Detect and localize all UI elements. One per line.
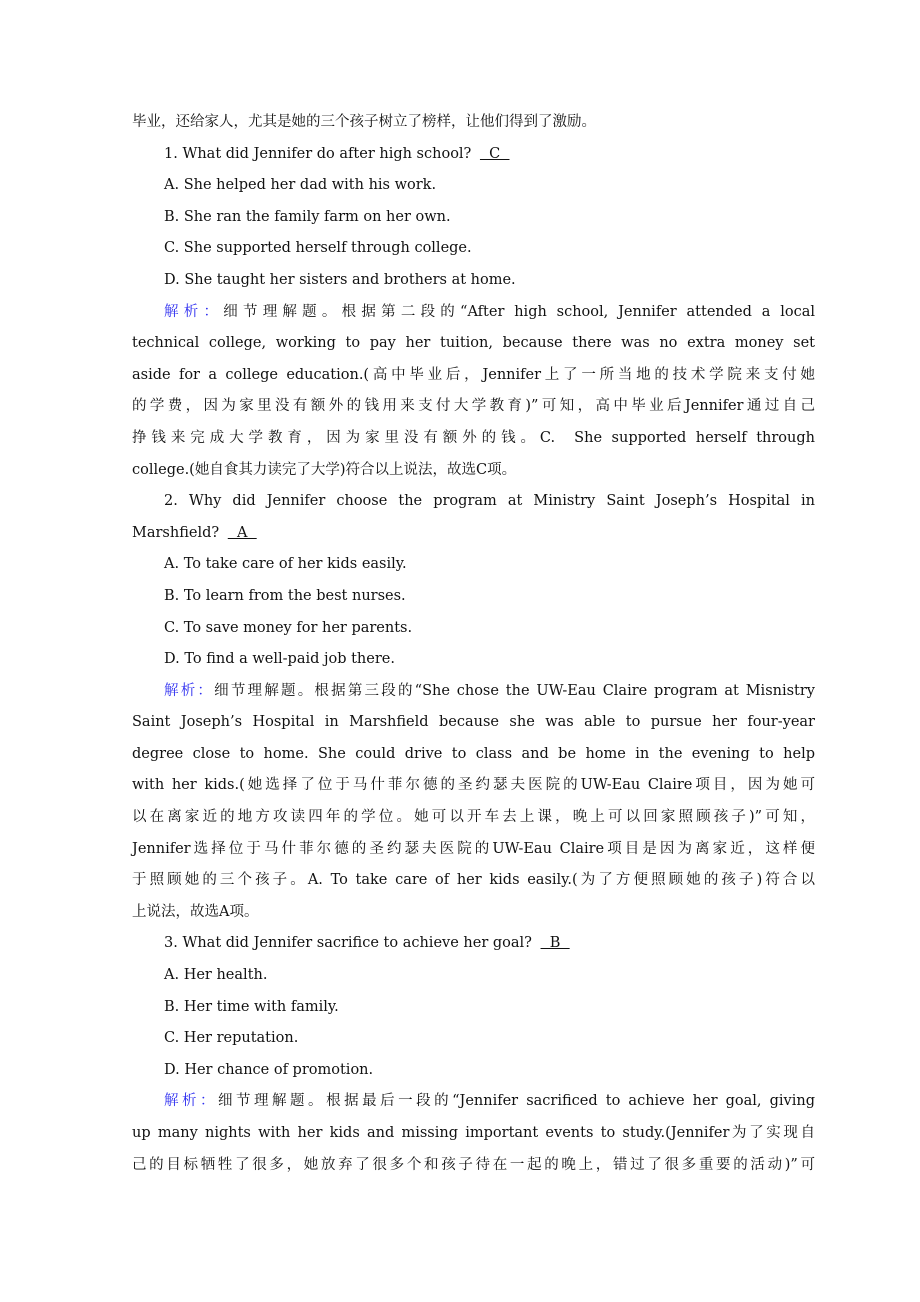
text-line [132, 107, 815, 139]
line-text: 己的目标牺牲了很多，她放弃了很多个和孩子待在一起的晚上，错过了很多重要的活动)”可 [132, 1156, 815, 1173]
line-text: D. She taught her sisters and brothers at home. [164, 271, 516, 288]
line-text: 细节理解题。根据第三段的“She chose the UW-Eau Claire program at Misnistry [214, 682, 815, 699]
text-line [132, 549, 815, 581]
line-text: D. To find a well-paid job there. [164, 651, 395, 668]
line-text: 毕业，还给家人，尤其是她的三个孩子树立了榜样，让他们得到了激励。 [132, 114, 596, 130]
line-text: C. She supported herself through college. [164, 240, 472, 257]
text-line [132, 423, 815, 455]
text-line [132, 644, 815, 676]
text-line [132, 328, 815, 360]
line-text: C. Her reputation. [164, 1030, 299, 1047]
text-line [132, 834, 815, 866]
line-text: 3. What did Jennifer sacrifice to achieve her goal? [164, 935, 537, 952]
line-text: A. She helped her dad with his work. [164, 177, 437, 194]
text-line [132, 992, 815, 1024]
text-line [132, 770, 815, 802]
line-text: 挣钱来完成大学教育，因为家里没有额外的钱。C. She supported herself through [132, 429, 815, 446]
line-text: 上说法，故选A项。 [132, 903, 259, 920]
line-text: 细节理解题。根据最后一段的“Jennifer sacrificed to achieve her goal, giving [218, 1093, 815, 1110]
question-line [132, 928, 815, 960]
line-text: A. To take care of her kids easily. [164, 556, 407, 573]
line-text: with her kids.(她选择了位于马什菲尔德的圣约瑟夫医院的UW-Eau Claire项目，因为她可 [132, 777, 815, 794]
answer-blank: B [540, 935, 570, 952]
analysis-line [132, 1086, 815, 1118]
line-text: D. Her chance of promotion. [164, 1061, 374, 1078]
answer-blank: C [479, 145, 510, 162]
text-line [132, 581, 815, 613]
line-text: technical college, working to pay her tuition, because there was no extra money set [132, 335, 815, 352]
line-text: 的学费，因为家里没有额外的钱用来支付大学教育)”可知，高中毕业后Jennifer通过自己 [132, 398, 815, 415]
text-line [132, 265, 815, 297]
line-text: B. To learn from the best nurses. [164, 587, 406, 604]
line-text: college.(她自食其力读完了大学)符合以上说法，故选C项。 [132, 461, 517, 478]
text-line [132, 1055, 815, 1087]
text-line [132, 1150, 815, 1182]
text-line [132, 897, 815, 929]
analysis-line [132, 297, 815, 329]
text-line [132, 233, 815, 265]
line-text: 1. What did Jennifer do after high school? [164, 145, 476, 162]
answer-blank: A [227, 524, 257, 541]
text-line [132, 360, 815, 392]
line-text: aside for a college education.(高中毕业后，Jennifer上了一所当地的技术学院来支付她 [132, 366, 815, 383]
analysis-label: 解析： [164, 1093, 219, 1110]
line-text: B. Her time with family. [164, 998, 339, 1015]
line-text: Saint Joseph’s Hospital in Marshfield because she was able to pursue her four-year [132, 714, 815, 731]
text-line [132, 1118, 815, 1150]
text-line [132, 739, 815, 771]
text-line [132, 170, 815, 202]
text-line [132, 865, 815, 897]
line-text: B. She ran the family farm on her own. [164, 208, 451, 225]
line-text: 以在离家近的地方攻读四年的学位。她可以开车去上课，晚上可以回家照顾孩子)”可知， [132, 809, 815, 826]
analysis-line [132, 676, 815, 708]
line-text: 细节理解题。根据第二段的“After high school, Jennifer attended a local [223, 303, 816, 320]
line-text: degree close to home. She could drive to class and be home in the evening to help [132, 745, 815, 762]
line-text: C. To save money for her parents. [164, 619, 413, 636]
question-line [132, 518, 815, 550]
analysis-label: 解析： [164, 303, 224, 320]
text-line [132, 486, 815, 518]
text-line [132, 391, 815, 423]
text-line [132, 707, 815, 739]
text-line [132, 202, 815, 234]
line-text: 于照顾她的三个孩子。A. To take care of her kids easily.(为了方便照顾她的孩子)符合以 [132, 872, 815, 889]
text-line [132, 455, 815, 487]
line-text: Jennifer选择位于马什菲尔德的圣约瑟夫医院的UW-Eau Claire项目是因为离家近，这样便 [132, 840, 815, 857]
line-text: up many nights with her kids and missing important events to study.(Jennifer为了实现自 [132, 1125, 815, 1141]
line-text: A. Her health. [164, 967, 268, 984]
line-text: 2. Why did Jennifer choose the program at Ministry Saint Joseph’s Hospital in [164, 493, 815, 510]
line-text: Marshfield? [132, 524, 224, 541]
question-line [132, 139, 815, 171]
analysis-label: 解析： [164, 682, 215, 699]
text-line [132, 613, 815, 645]
document-page [132, 107, 815, 1181]
text-line [132, 960, 815, 992]
text-line [132, 1023, 815, 1055]
text-line [132, 802, 815, 834]
